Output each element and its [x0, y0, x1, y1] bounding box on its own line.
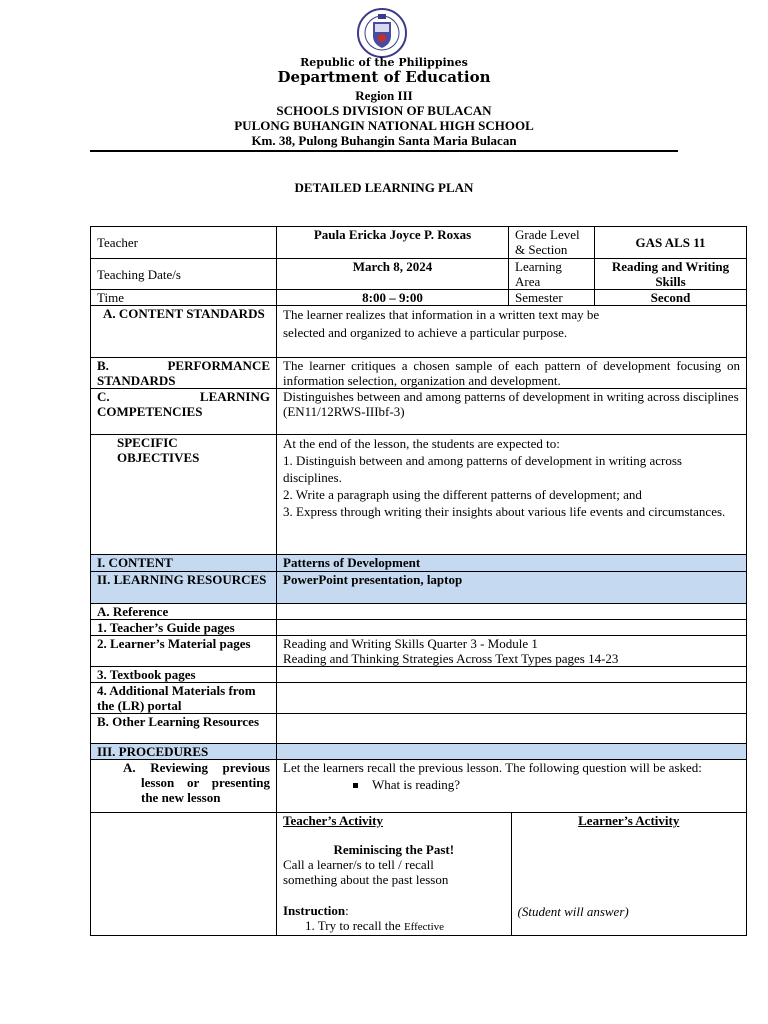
- reviewing-label: A. Reviewing previous lesson or presenting the new lesson: [91, 760, 277, 813]
- row-content: [91, 555, 747, 572]
- row-procedures: [91, 744, 747, 760]
- division-line: SCHOOLS DIVISION OF BULACAN: [276, 103, 492, 118]
- row-additional-materials: [91, 683, 747, 714]
- activity-title: Reminiscing the Past!: [333, 842, 455, 857]
- activity-text: Call a learner/s to tell / recall something about the past lesson: [283, 857, 449, 887]
- specific-item-3: 3. Express through writing their insights about various life events and circumstances.: [283, 504, 726, 519]
- date-label: Teaching Date/s: [91, 259, 277, 290]
- bullet-square-icon: [353, 783, 358, 788]
- procedures-value: [277, 744, 747, 760]
- row-performance-standards: [91, 358, 747, 389]
- teachers-guide-value: [277, 620, 747, 636]
- specific-item-1: 1. Distinguish between and among patterns of development in writing across disciplines.: [283, 453, 682, 485]
- area-value: Reading and Writing Skills: [595, 259, 747, 290]
- row-date: [91, 259, 747, 290]
- reference-value: [277, 604, 747, 620]
- teacher-activity-column: [277, 813, 511, 935]
- row-activities: [91, 813, 747, 936]
- header-rule: [90, 150, 678, 152]
- procedures-label: III. PROCEDURES: [91, 744, 277, 760]
- specific-intro: At the end of the lesson, the students are expected to:: [283, 436, 560, 451]
- row-teachers-guide: [91, 620, 747, 636]
- time-value: 8:00 – 9:00: [277, 290, 509, 306]
- activities-empty-cell: [91, 813, 277, 936]
- row-content-standards: [91, 306, 747, 358]
- semester-label: Semester: [509, 290, 595, 306]
- learning-resources-value: PowerPoint presentation, laptop: [277, 572, 747, 604]
- deped-seal-logo: [356, 8, 408, 58]
- learner-activity-heading: Learner’s Activity: [578, 813, 680, 828]
- learner-activity-column: [511, 813, 746, 935]
- learner-answer: (Student will answer): [517, 904, 629, 919]
- semester-value: Second: [595, 290, 747, 306]
- activities-cell: [277, 813, 747, 936]
- learning-competencies-text: Distinguishes between and among patterns of development in writing across disciplines (EN11/12RWS-IIIbf-3): [277, 389, 747, 435]
- grade-label: Grade Level & Section: [509, 227, 595, 259]
- doc-title: DETAILED LEARNING PLAN: [294, 180, 474, 195]
- republic-line: Republic of the Philippines: [300, 56, 468, 69]
- reviewing-text: Let the learners recall the previous lesson. The following question will be asked: What is reading?: [277, 760, 747, 813]
- row-specific-objectives: [91, 435, 747, 555]
- specific-objectives-text: [277, 435, 747, 555]
- reference-label: A. Reference: [91, 604, 277, 620]
- row-learning-competencies: [91, 389, 747, 435]
- reviewing-bullet: What is reading?: [283, 777, 740, 792]
- content-label: I. CONTENT: [91, 555, 277, 572]
- row-textbook: [91, 667, 747, 683]
- additional-materials-value: [277, 683, 747, 714]
- learning-competencies-label: C. LEARNING COMPETENCIES: [91, 389, 277, 435]
- performance-standards-text: The learner critiques a chosen sample of each pattern of development focusing on information selection, organization and development.: [277, 358, 747, 389]
- region-line: Region III: [355, 88, 413, 103]
- department-line: Department of Education: [277, 68, 491, 86]
- content-standards-label: A. CONTENT STANDARDS: [91, 306, 277, 358]
- other-resources-value: [277, 714, 747, 744]
- textbook-value: [277, 667, 747, 683]
- address-line: Km. 38, Pulong Buhangin Santa Maria Bulacan: [251, 133, 517, 148]
- teacher-label: Teacher: [91, 227, 277, 259]
- row-learners-material: [91, 636, 747, 667]
- activities-inner-table: [277, 813, 746, 935]
- additional-materials-label: 4. Additional Materials from the (LR) portal: [91, 683, 277, 714]
- row-teacher: [91, 227, 747, 259]
- row-reviewing: [91, 760, 747, 813]
- date-value: March 8, 2024: [277, 259, 509, 290]
- school-line: PULONG BUHANGIN NATIONAL HIGH SCHOOL: [234, 118, 534, 133]
- lesson-plan-table: [90, 226, 747, 936]
- textbook-label: 3. Textbook pages: [91, 667, 277, 683]
- performance-standards-label: B. PERFORMANCE STANDARDS: [91, 358, 277, 389]
- specific-item-2: 2. Write a paragraph using the different patterns of development; and: [283, 487, 642, 502]
- other-resources-label: B. Other Learning Resources: [91, 714, 277, 744]
- teacher-activity-heading: Teacher’s Activity: [283, 813, 384, 828]
- content-value: Patterns of Development: [277, 555, 747, 572]
- row-learning-resources: [91, 572, 747, 604]
- instruction-line: Instruction:: [283, 903, 349, 918]
- row-reference: [91, 604, 747, 620]
- learners-material-label: 2. Learner’s Material pages: [91, 636, 277, 667]
- learners-material-value: Reading and Writing Skills Quarter 3 - Module 1 Reading and Thinking Strategies Across Text Types pages 14-23: [277, 636, 747, 667]
- grade-value: GAS ALS 11: [595, 227, 747, 259]
- area-label: Learning Area: [509, 259, 595, 290]
- row-time: [91, 290, 747, 306]
- learning-resources-label: II. LEARNING RESOURCES: [91, 572, 277, 604]
- teachers-guide-label: 1. Teacher’s Guide pages: [91, 620, 277, 636]
- content-standards-text: The learner realizes that information in a written text may be selected and organized to achieve a particular purpose.: [277, 306, 747, 358]
- row-other-resources: [91, 714, 747, 744]
- teacher-value: Paula Ericka Joyce P. Roxas: [277, 227, 509, 259]
- specific-objectives-label: SPECIFIC OBJECTIVES: [91, 435, 277, 555]
- instruction-item: 1. Try to recall the Effective: [305, 918, 445, 933]
- time-label: Time: [91, 290, 277, 306]
